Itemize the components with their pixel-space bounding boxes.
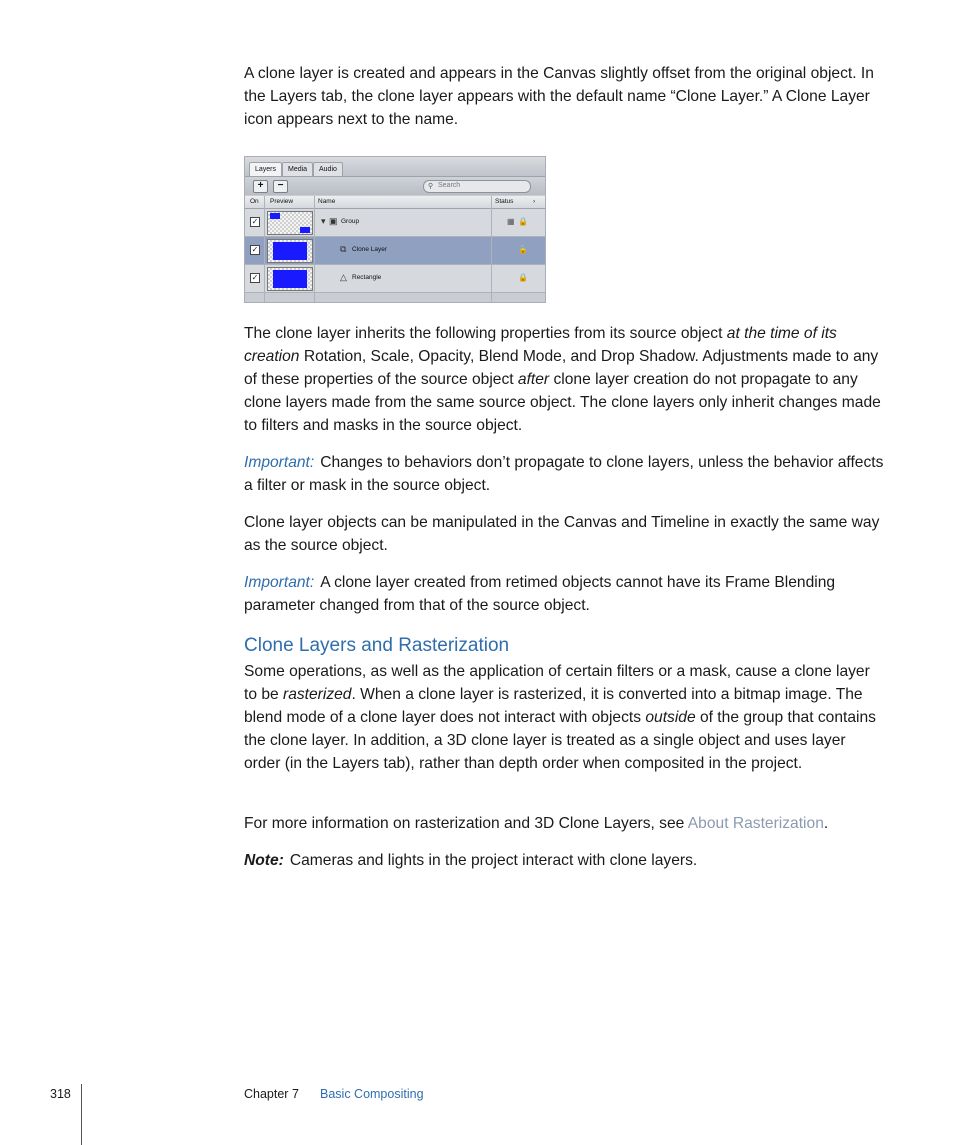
search-icon: ⚲ (428, 183, 434, 190)
enable-checkbox[interactable]: ✓ (251, 273, 259, 282)
layer-thumbnail (267, 267, 313, 291)
about-rasterization-link[interactable]: About Rasterization (687, 815, 824, 832)
intro-paragraph: A clone layer is created and appears in the Canvas slightly offset from the original object. In the Layers tab, the clone layer appears with the default name “Clone Layer.” A Clone Layer icon appears next to the name. (244, 65, 874, 128)
column-name: Name (318, 198, 336, 205)
note-paragraph: Note: Cameras and lights in the project interact with clone layers. (244, 852, 698, 869)
layer-name: Rectangle (352, 274, 382, 281)
enable-checkbox[interactable]: ✓ (251, 245, 259, 254)
add-layer-button[interactable]: + (253, 180, 268, 193)
layer-name: Group (341, 218, 360, 225)
rasterization-paragraph: Some operations, as well as the application of certain filters or a mask, cause a clone layer to be rasterized. When a clone layer is rasterized, it is converted into a bitmap image. The blend mode of a clone layer does not interact with objects outside of the group that contains the clone layer. In addition, a 3D clone layer is treated as a single object and uses layer order (in the Layers tab), rather than depth order when composited in the project. (244, 663, 876, 772)
panel-toolbar (245, 177, 545, 195)
layer-name: Clone Layer (352, 246, 388, 253)
section-heading: Clone Layers and Rasterization (244, 635, 510, 656)
footer-chapter: Chapter 7 (244, 1087, 299, 1101)
page-number: 318 (50, 1087, 71, 1101)
important-note-2: Important: A clone layer created from retimed objects cannot have its Frame Blending parameter changed from that of the source object. (244, 574, 836, 614)
tab-layers[interactable]: Layers (249, 162, 282, 176)
panel-tab-bar (245, 157, 545, 177)
tab-media[interactable]: Media (282, 162, 313, 176)
column-status: Status (495, 198, 514, 205)
group-status-icon[interactable]: ▦ (507, 217, 515, 226)
disclosure-triangle-icon[interactable]: ▾ (321, 216, 326, 226)
layer-row-group[interactable] (245, 209, 545, 237)
layer-thumbnail (267, 211, 313, 235)
remove-layer-button[interactable]: − (273, 180, 288, 193)
column-arrow-icon[interactable]: › (533, 198, 536, 205)
clone-layer-icon: ⧉ (340, 244, 347, 254)
footer-chapter-title[interactable]: Basic Compositing (320, 1087, 424, 1101)
lock-icon[interactable]: 🔒 (518, 273, 528, 282)
more-info-paragraph: For more information on rasterization and 3D Clone Layers, see About Rasterization. (244, 815, 829, 832)
inheritance-paragraph: The clone layer inherits the following properties from its source object at the time of its creation Rotation, Scale, Opacity, Blend Mode, and Drop Shadow. Adjustments made to any of these properties of the source object after clone layer creation do not propagate to any clone layers made from the same source object. The clone layers only inherit changes made to filters and masks in the source object. (244, 325, 881, 434)
lock-icon[interactable]: 🔒 (518, 245, 528, 254)
shape-layer-icon: △ (340, 272, 347, 282)
tab-audio[interactable]: Audio (313, 162, 343, 176)
manipulation-paragraph: Clone layer objects can be manipulated in the Canvas and Timeline in exactly the same way as the source object. (244, 514, 880, 554)
layer-row-rectangle[interactable] (245, 265, 545, 293)
important-note-1: Important: Changes to behaviors don’t propagate to clone layers, unless the behavior affects a filter or mask in the source object. (244, 454, 884, 494)
column-header (245, 196, 545, 209)
layer-thumbnail (267, 239, 313, 263)
enable-checkbox[interactable]: ✓ (251, 217, 259, 226)
group-icon: ▣ (329, 216, 338, 226)
search-input[interactable] (423, 180, 531, 193)
lock-icon[interactable]: 🔒 (518, 217, 528, 226)
column-on: On (250, 198, 259, 205)
layers-panel-screenshot (244, 156, 546, 303)
column-preview: Preview (270, 198, 294, 205)
search-placeholder: Search (438, 182, 461, 189)
footer-divider (81, 1084, 82, 1145)
layer-row-clone-layer[interactable] (245, 237, 545, 265)
